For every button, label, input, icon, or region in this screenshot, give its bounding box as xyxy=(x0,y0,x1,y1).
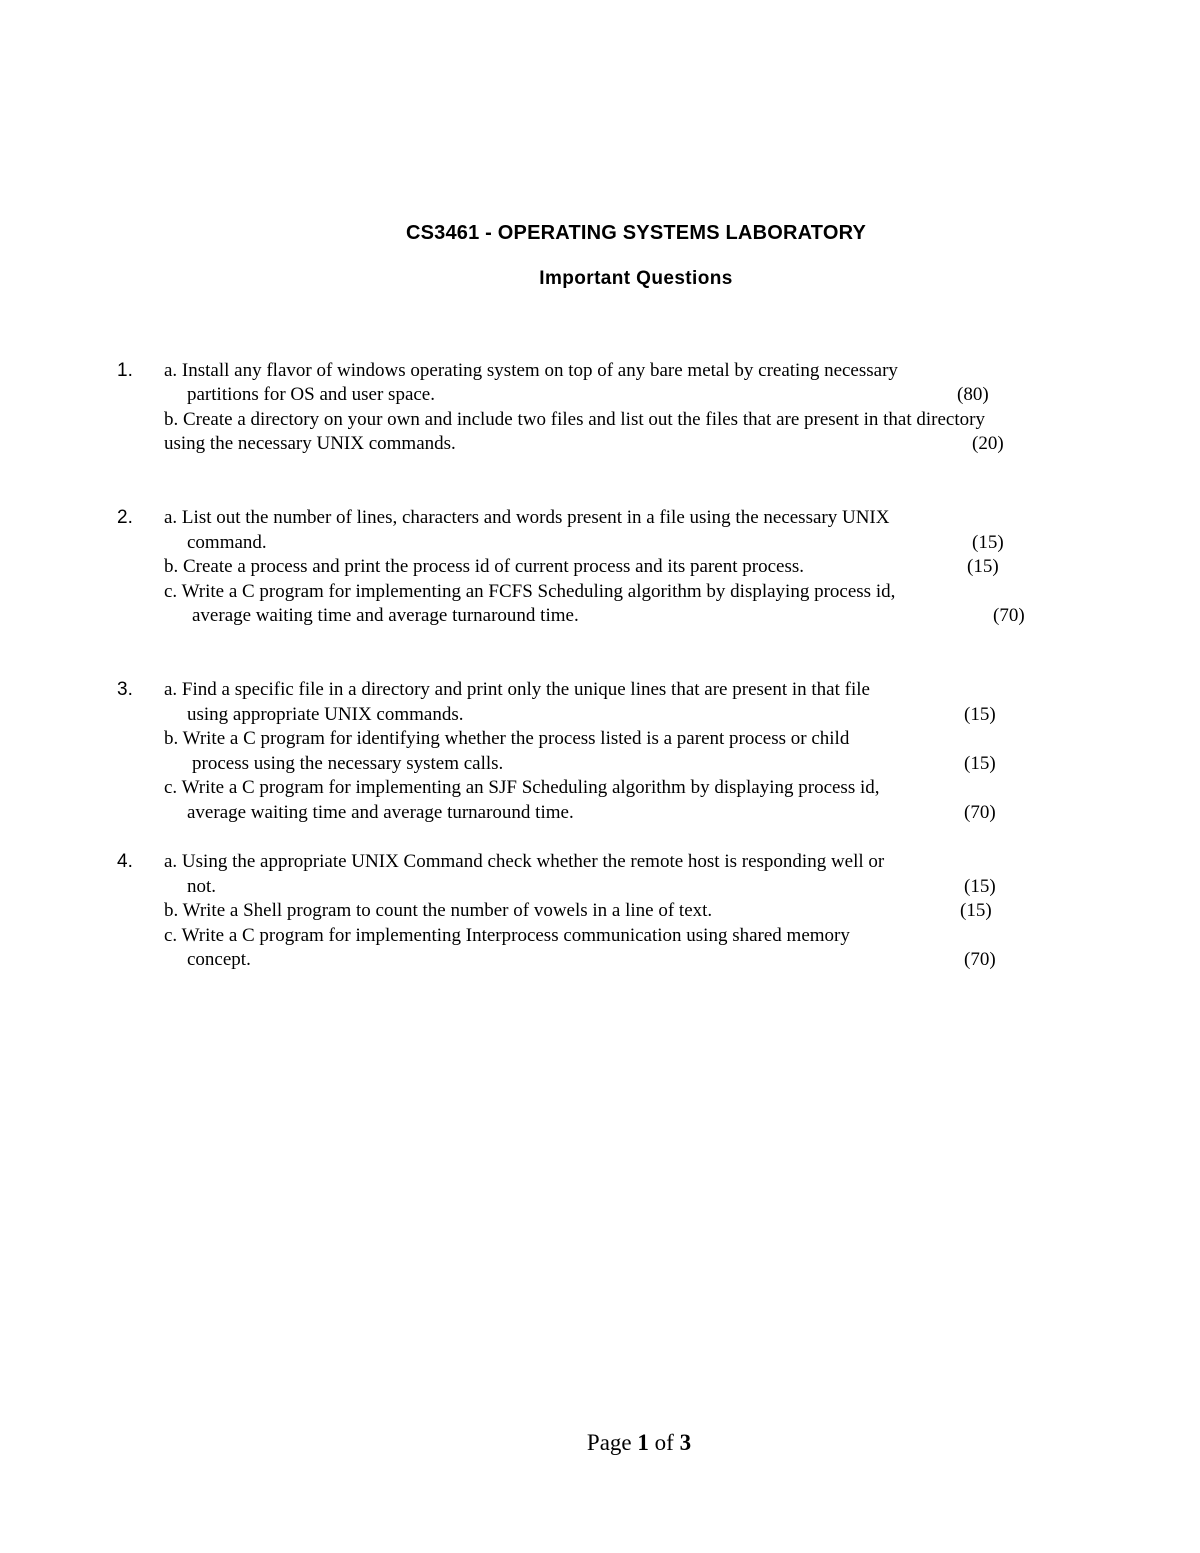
document-title: CS3461 - OPERATING SYSTEMS LABORATORY xyxy=(405,222,867,244)
question-4-number: 4. xyxy=(117,851,133,872)
question-4-part-c-cont: concept. xyxy=(187,949,251,970)
question-2-part-b: b. Create a process and print the process id of current process and its parent process. xyxy=(164,556,804,577)
footer-of-word: of xyxy=(654,1430,674,1455)
document-subtitle: Important Questions xyxy=(539,268,733,289)
question-1-part-a: a. Install any flavor of windows operating system on top of any bare metal by creating necessary xyxy=(164,360,898,381)
question-4-part-b-marks: (15) xyxy=(960,900,992,921)
question-1-part-a-cont: partitions for OS and user space. xyxy=(187,384,435,405)
question-4-part-a-marks: (15) xyxy=(964,876,996,897)
question-3-part-b-marks: (15) xyxy=(964,753,996,774)
question-2-part-a-cont: command. xyxy=(187,532,267,553)
question-1-part-b: b. Create a directory on your own and include two files and list out the files that are present in that directory xyxy=(164,409,985,430)
question-3-part-b-cont: process using the necessary system calls. xyxy=(192,753,504,774)
question-3-part-a-cont: using appropriate UNIX commands. xyxy=(187,704,464,725)
footer-page-word: Page xyxy=(586,1430,632,1455)
question-4-part-c-marks: (70) xyxy=(964,949,996,970)
question-1-part-a-marks: (80) xyxy=(957,384,989,405)
question-1-number: 1. xyxy=(117,360,133,381)
question-1-part-b-cont: using the necessary UNIX commands. xyxy=(164,433,456,454)
question-3-number: 3. xyxy=(117,679,133,700)
footer-current-page: 1 xyxy=(637,1430,649,1455)
question-3-part-c-cont: average waiting time and average turnaround time. xyxy=(187,802,574,823)
question-4-part-b: b. Write a Shell program to count the number of vowels in a line of text. xyxy=(164,900,713,921)
question-2-part-c-marks: (70) xyxy=(993,605,1025,626)
question-4-part-c: c. Write a C program for implementing Interprocess communication using shared memory xyxy=(164,925,850,946)
question-2-part-a-marks: (15) xyxy=(972,532,1004,553)
footer-total-pages: 3 xyxy=(679,1430,692,1455)
question-2-part-b-marks: (15) xyxy=(967,556,999,577)
question-2-part-a: a. List out the number of lines, characters and words present in a file using the necessary UNIX xyxy=(164,507,890,528)
question-3-part-a-marks: (15) xyxy=(964,704,996,725)
question-3-part-a: a. Find a specific file in a directory and print only the unique lines that are present in that file xyxy=(164,679,870,700)
question-3-part-c-marks: (70) xyxy=(964,802,996,823)
question-2-part-c-cont: average waiting time and average turnaround time. xyxy=(192,605,579,626)
question-3-part-b: b. Write a C program for identifying whether the process listed is a parent process or child xyxy=(164,728,850,749)
page-footer xyxy=(0,1430,1200,1456)
question-2-number: 2. xyxy=(117,507,133,528)
question-4-part-a-cont: not. xyxy=(187,876,217,897)
question-1-part-b-marks: (20) xyxy=(972,433,1004,454)
question-3-part-c: c. Write a C program for implementing an SJF Scheduling algorithm by displaying process id, xyxy=(164,777,880,798)
question-2-part-c: c. Write a C program for implementing an FCFS Scheduling algorithm by displaying process id, xyxy=(164,581,896,602)
question-4-part-a: a. Using the appropriate UNIX Command check whether the remote host is responding well or xyxy=(164,851,885,872)
